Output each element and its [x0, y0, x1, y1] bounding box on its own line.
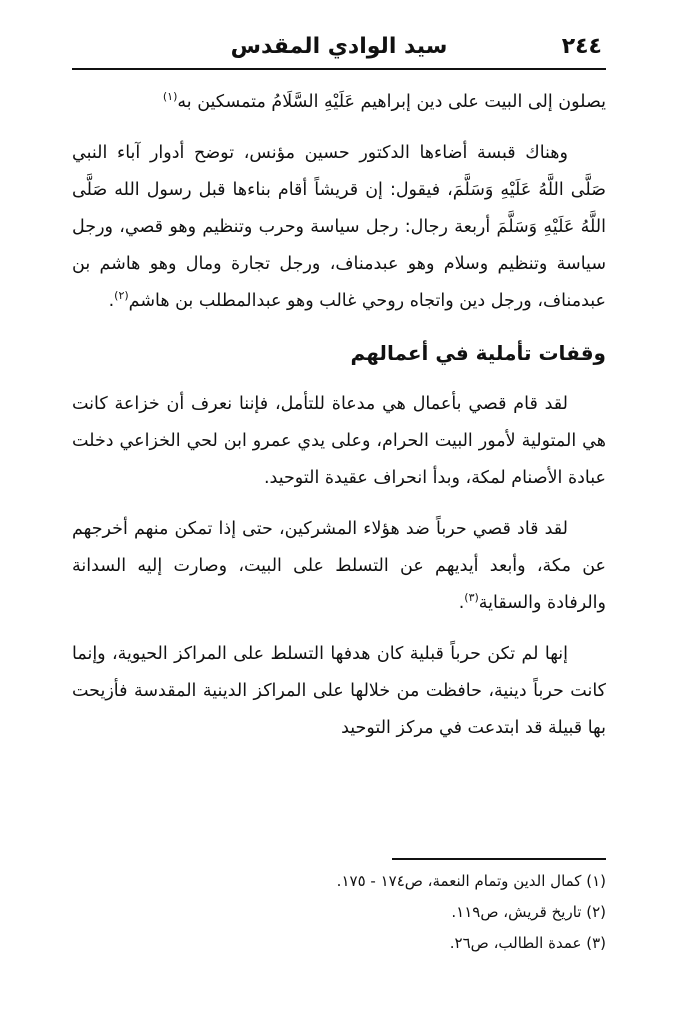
- footnote-ref-3: (٣): [464, 591, 479, 605]
- paragraph-1: [72, 84, 606, 121]
- book-page: [72, 0, 606, 1033]
- footnotes: [72, 866, 606, 959]
- footnote-divider: [392, 858, 606, 860]
- section-heading: وقفات تأملية في أعمالهم: [350, 341, 606, 365]
- paragraph-1-text: يصلون إلى البيت على دين إبراهيم عَلَيْهِ السَّلَامُ متمسكين به: [177, 92, 606, 112]
- paragraph-4-end: .: [458, 593, 465, 613]
- footnote-ref-2: (٢): [114, 289, 129, 303]
- running-title: سيد الوادي المقدس: [230, 34, 448, 59]
- paragraph-4-text: لقد قاد قصي حرباً ضد هؤلاء المشركين، حتى إذا تمكن منهم أخرجهم عن مكة، وأبعد أيديهم عن التسلط على البيت، وصارت إليه السدانة والرفادة والسقاية: [72, 519, 606, 613]
- page-number: ٢٤٤: [561, 34, 602, 59]
- paragraph-2: [72, 135, 606, 320]
- footnote-3: (٣) عمدة الطالب، ص٢٦.: [449, 934, 606, 952]
- footnote-1: (١) كمال الدين وتمام النعمة، ص١٧٤ - ١٧٥.: [336, 872, 606, 890]
- paragraph-2-end: .: [108, 291, 115, 311]
- paragraph-2-text: وهناك قبسة أضاءها الدكتور حسين مؤنس، توضح أدوار آباء النبي صَلَّى اللَّهُ عَلَيْهِ وَسَلَّمَ، فيقول: إن قريشاً أقام بناءها قبل رسول الله صَلَّى اللَّهُ عَلَيْهِ وَسَلَّمَ أربعة رجال: رجل سياسة وحرب وتنظيم وهو قصي، ورجل سياسة وتنظيم وسلام وهو عبدمناف، ورجل تجارة ومال وهو هاشم بن عبدمناف، ورجل دين واتجاه روحي غالب وهو عبدالمطلب بن هاشم: [72, 143, 606, 311]
- footnote-ref-1: (١): [162, 90, 178, 104]
- paragraph-5: إنها لم تكن حرباً قبلية كان هدفها التسلط على المراكز الحيوية، وإنما كانت حرباً دينية، حافظت من خلالها على المراكز الدينية المقدسة فأزيحت بها قبيلة قد ابتدعت في مركز التوحيد: [72, 644, 606, 738]
- paragraph-3: لقد قام قصي بأعمال هي مدعاة للتأمل، فإننا نعرف أن خزاعة كانت هي المتولية لأمور البيت الحرام، وعلى يدي عمرو ابن لحي الخزاعي دخلت عبادة الأصنام لمكة، وبدأ انحراف عقيدة التوحيد.: [72, 394, 606, 488]
- main-text: [72, 84, 606, 761]
- footnote-2: (٢) تاريخ قريش، ص١١٩.: [451, 903, 606, 921]
- paragraph-4: [72, 511, 606, 622]
- running-header: [72, 34, 606, 70]
